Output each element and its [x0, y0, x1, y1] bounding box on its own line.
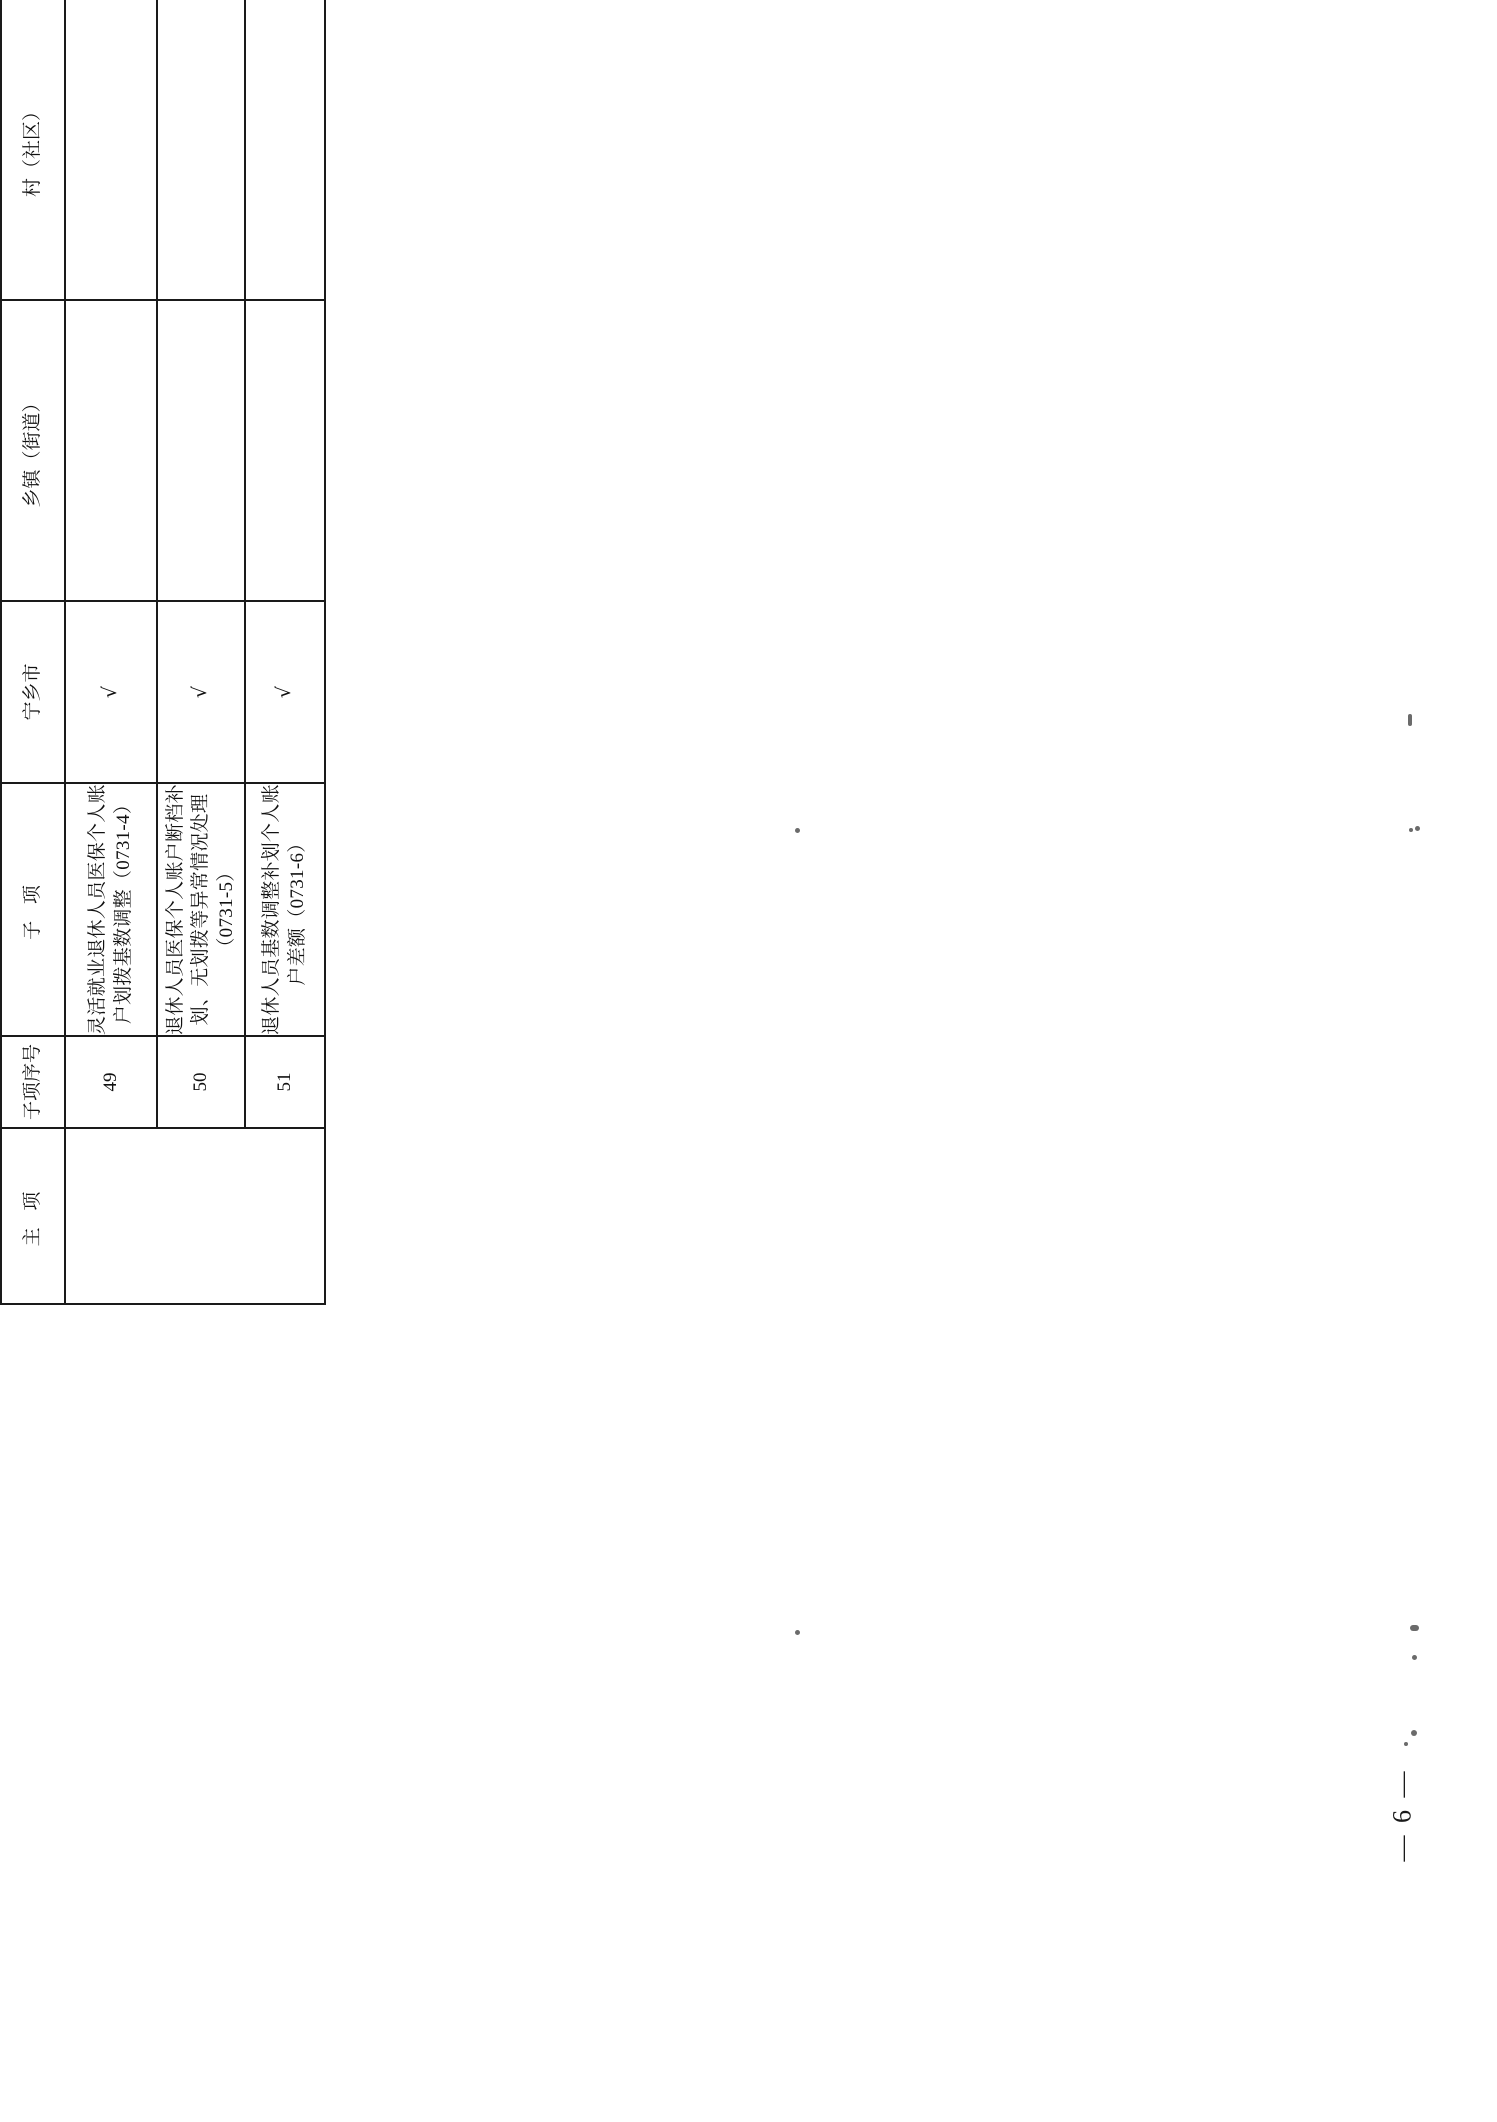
table-header-row: [1, 0, 65, 1304]
page-number: — 6 —: [1387, 1768, 1417, 1862]
scan-speckle: [795, 828, 800, 833]
scan-speckle: [795, 1630, 800, 1635]
scan-speckle: [1404, 1742, 1408, 1746]
scan-speckle: [1408, 714, 1412, 726]
sub-no-cell: 51: [245, 1036, 325, 1128]
sub-no-cell: 50: [157, 1036, 245, 1128]
sub-item-cell: 灵活就业退休人员医保个人账户划拨基数调整（0731-4）: [65, 783, 157, 1036]
column-header-main-item: 主 项: [1, 1128, 65, 1304]
permission-matrix-table: [0, 0, 326, 1305]
table-row: [65, 0, 157, 1304]
village-cell: [157, 0, 245, 300]
scan-speckle: [1410, 1625, 1419, 1631]
village-cell: [65, 0, 157, 300]
city-check-cell: √: [157, 601, 245, 783]
township-cell: [65, 300, 157, 601]
column-header-city: 宁乡市: [1, 601, 65, 783]
township-cell: [157, 300, 245, 601]
scan-speckle: [1409, 828, 1413, 832]
column-header-village: 村（社区）: [1, 0, 65, 300]
sub-item-cell: 退休人员医保个人账户断档补划、无划拨等异常情况处理（0731-5）: [157, 783, 245, 1036]
city-check-cell: √: [65, 601, 157, 783]
rotated-table-container: [0, 0, 326, 1305]
sub-item-cell: 退休人员基数调整补划个人账户差额（0731-6）: [245, 783, 325, 1036]
table-row: [157, 0, 245, 1304]
sub-no-cell: 49: [65, 1036, 157, 1128]
village-cell: [245, 0, 325, 300]
column-header-township: 乡镇（街道）: [1, 300, 65, 601]
main-item-cell: [65, 1128, 325, 1304]
city-check-cell: √: [245, 601, 325, 783]
table-row: [245, 0, 325, 1304]
column-header-sub-item: 子 项: [1, 783, 65, 1036]
scan-speckle: [1411, 1730, 1417, 1736]
column-header-sub-no: 子项序号: [1, 1036, 65, 1128]
township-cell: [245, 300, 325, 601]
scan-speckle: [1415, 826, 1420, 831]
scan-speckle: [1412, 1655, 1417, 1660]
